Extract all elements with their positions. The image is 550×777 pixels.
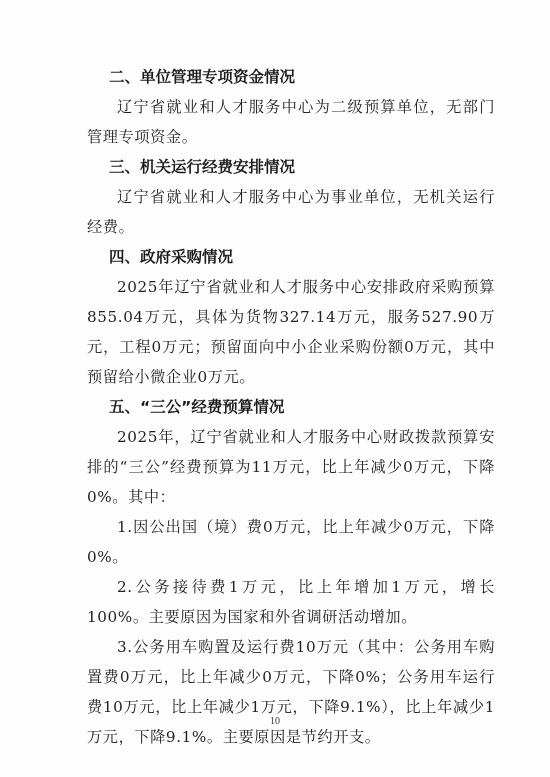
paragraph: 辽宁省就业和人才服务中心为事业单位，无机关运行经费。 xyxy=(87,188,495,236)
section-heading-operating-funds: 三、机关运行经费安排情况 xyxy=(109,158,296,176)
paragraph: 辽宁省就业和人才服务中心为二级预算单位，无部门管理专项资金。 xyxy=(87,98,495,146)
section-heading-procurement: 四、政府采购情况 xyxy=(109,248,234,266)
section-heading-three-public: 五、“三公”经费预算情况 xyxy=(109,398,285,416)
paragraph: 2025年辽宁省就业和人才服务中心安排政府采购预算855.04万元，具体为货物327.14万元，服务527.90万元，工程0万元；预留面向中小企业采购份额0万元，其中预留给小微企业0万元。 xyxy=(87,278,495,386)
paragraph: 3.公务用车购置及运行费10万元（其中：公务用车购置费0万元，比上年减少0万元，下降0%；公务用车运行费10万元，比上年减少1万元，下降9.1%），比上年减少1万元，下降9.1%。主要原因是节约开支。 xyxy=(87,638,495,746)
paragraph: 2.公务接待费1万元，比上年增加1万元，增长100%。主要原因为国家和外省调研活动增加。 xyxy=(87,578,495,626)
page-number: 10 xyxy=(270,716,280,727)
paragraph: 2025年，辽宁省就业和人才服务中心财政拨款预算安排的“三公”经费预算为11万元，比上年减少0万元，下降0%。其中： xyxy=(87,428,495,506)
paragraph: 1.因公出国（境）费0万元，比上年减少0万元，下降0%。 xyxy=(87,518,495,566)
section-heading-unit-funds: 二、单位管理专项资金情况 xyxy=(109,68,296,86)
document-body xyxy=(87,62,495,752)
